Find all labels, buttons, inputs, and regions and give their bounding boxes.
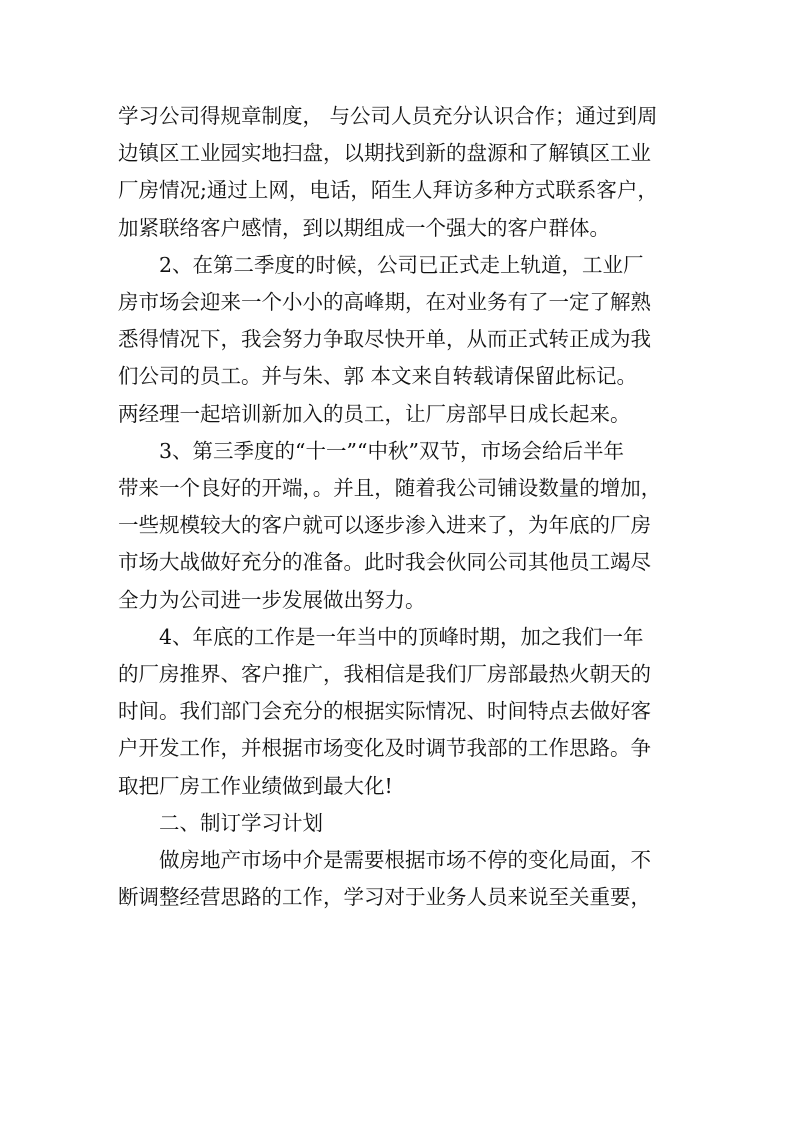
section-heading [118, 805, 688, 842]
text-line: 一些规模较大的客户就可以逐步渗入进来了，为年底的厂房 [118, 513, 651, 538]
paragraph-q2 [118, 247, 688, 433]
text-line: 边镇区工业园实地扫盘，以期找到新的盘源和了解镇区工业 [118, 141, 651, 166]
text-line: 3、第三季度的“十一”“中秋”双节，市场会给后半年 [159, 438, 624, 463]
text-line: 2、在第二季度的时候，公司已正式走上轨道，工业厂 [159, 252, 644, 277]
text-line: 时间。我们部门会充分的根据实际情况、时间特点去做好客 [118, 699, 651, 724]
text-line: 做房地产市场中介是需要根据市场不停的变化局面，不 [159, 848, 651, 873]
text-line: 悉得情况下，我会努力争取尽快开单，从而正式转正成为我 [118, 327, 651, 352]
text-line: 厂房情况;通过上网，电话，陌生人拜访多种方式联系客户， [118, 178, 658, 203]
text-line: 断调整经营思路的工作，学习对于业务人员来说至关重要， [118, 885, 651, 910]
text-line: 市场大战做好充分的准备。此时我会伙同公司其他员工竭尽 [118, 550, 651, 575]
paragraph-q4 [118, 619, 688, 805]
paragraph-continued [118, 98, 688, 247]
text-line: 全力为公司进一步发展做出努力。 [118, 587, 426, 612]
paragraph-q3 [118, 433, 688, 619]
text-line: 加紧联络客户感情，到以期组成一个强大的客户群体。 [118, 215, 610, 240]
text-line: 的厂房推界、客户推广，我相信是我们厂房部最热火朝天的 [118, 662, 651, 687]
document-body [118, 98, 688, 916]
text-line: 带来一个良好的开端，。并且，随着我公司铺设数量的增加， [118, 476, 662, 501]
paragraph-study-plan [118, 842, 688, 916]
text-line: 二、制订学习计划 [159, 810, 323, 835]
text-line: 两经理一起培训新加入的员工，让厂房部早日成长起来。 [118, 401, 631, 426]
text-line: 4、年底的工作是一年当中的顶峰时期，加之我们一年 [159, 624, 644, 649]
text-line: 学习公司得规章制度， 与公司人员充分认识合作；通过到周 [118, 104, 658, 128]
text-line: 户开发工作，并根据市场变化及时调节我部的工作思路。争 [118, 736, 651, 761]
text-line: 房市场会迎来一个小小的高峰期，在对业务有了一定了解熟 [118, 290, 651, 315]
text-line: 们公司的员工。并与朱、郭 本文来自转载请保留此标记。 [118, 364, 638, 389]
text-line: 取把厂房工作业绩做到最大化! [118, 773, 393, 798]
